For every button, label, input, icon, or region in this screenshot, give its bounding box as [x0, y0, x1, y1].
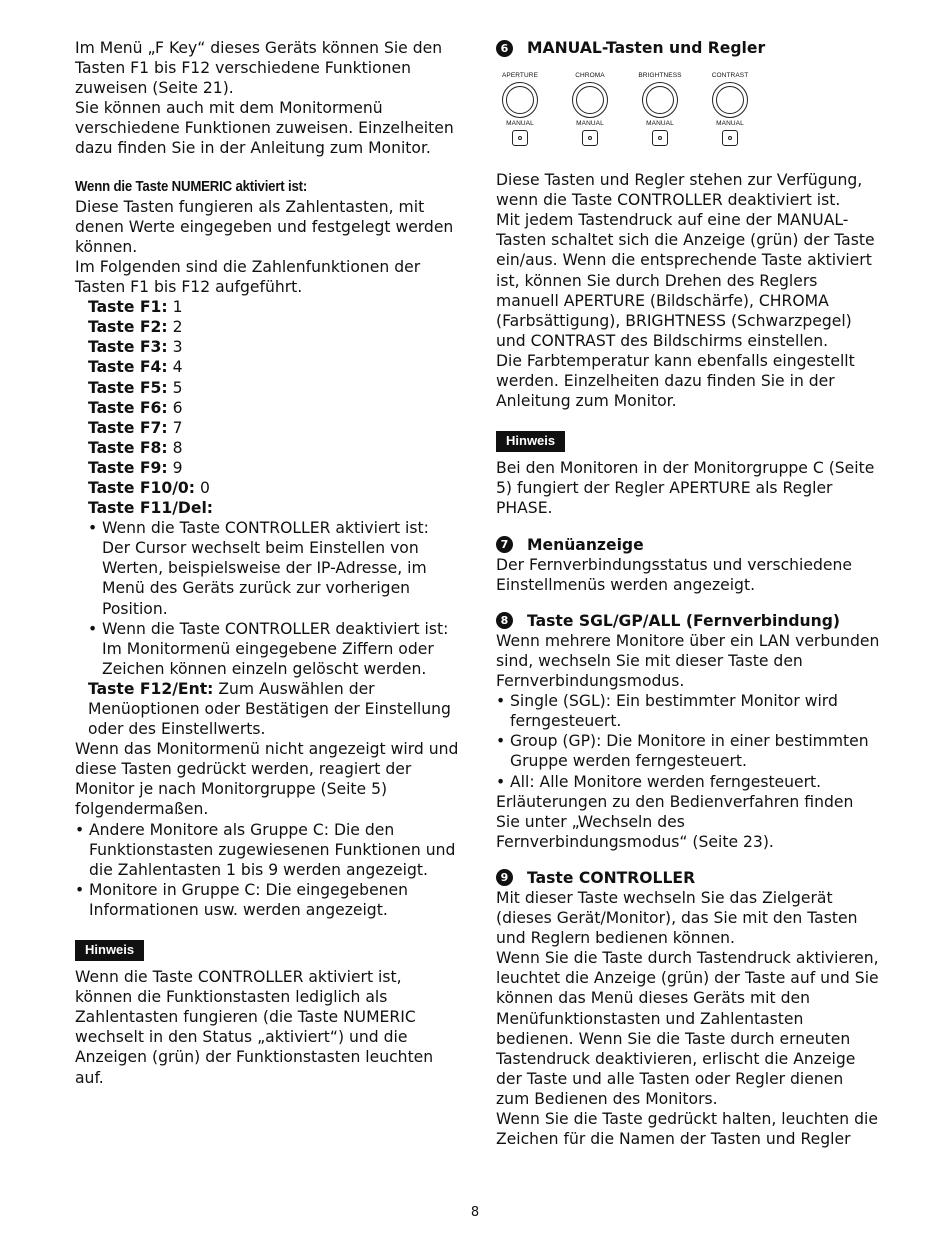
section-8-bullet-list [496, 691, 881, 791]
knob-icon [502, 82, 538, 118]
section-title: Taste SGL/GP/ALL (Fernverbindung) [527, 611, 841, 630]
section-title: MANUAL-Tasten und Regler [527, 39, 766, 57]
button-icon [582, 130, 598, 146]
f11-bullet-list [88, 518, 460, 679]
numeric-paragraph: Im Folgenden sind die Zahlenfunktionen der Tasten F1 bis F12 aufgeführt. [75, 257, 421, 297]
section-7-heading [496, 535, 881, 555]
manual-controls-illustration [496, 72, 881, 154]
numeric-heading: Wenn die Taste NUMERIC aktiviert ist: [75, 177, 308, 195]
section-title: Taste CONTROLLER [527, 868, 696, 887]
section-8-paragraph: Wenn mehrere Monitore über ein LAN verbunden sind, wechseln Sie mit dieser Taste den Fernverbindungsmodus. [496, 631, 880, 691]
knob-icon [712, 82, 748, 118]
aperture-control [490, 72, 550, 146]
chroma-control [560, 72, 620, 146]
button-label: MANUAL [506, 120, 534, 128]
key-item: Taste F4: 4 [88, 358, 183, 377]
knob-icon [642, 82, 678, 118]
key-item: Taste F1: 1 [88, 298, 183, 317]
key-item: Taste F3: 3 [88, 338, 183, 357]
section-number-badge: 9 [496, 869, 513, 886]
note-label: Hinweis [496, 431, 565, 452]
knob-label: CONTRAST [711, 72, 749, 80]
key-list [88, 297, 460, 739]
brightness-control [630, 72, 690, 146]
intro-paragraph: Sie können auch mit dem Monitormenü verschiedene Funktionen zuweisen. Einzelheiten dazu finden Sie in der Anleitung zum Monitor. [75, 99, 454, 158]
section-title: Menüanzeige [527, 535, 644, 554]
section-8-paragraph: Erläuterungen zu den Bedienverfahren finden Sie unter „Wechseln des Fernverbindungsmodus“ (Seite 23). [496, 792, 854, 851]
key-item: Taste F12/Ent: Zum Auswählen der Menüoptionen oder Bestätigen der Einstellung oder des Einstellwerts. [88, 679, 451, 739]
section-6-paragraph: Diese Tasten und Regler stehen zur Verfügung, wenn die Taste CONTROLLER deaktiviert ist. [496, 171, 863, 210]
section-9-heading [496, 868, 881, 888]
list-item: • Wenn die Taste CONTROLLER aktiviert ist: Der Cursor wechselt beim Einstellen von Werten, beispielsweise der IP-Adresse, im Menü des Geräts zurück zur vorherigen Position. [88, 518, 460, 618]
key-item: Taste F10/0: 0 [88, 478, 210, 497]
section-6-paragraph: Die Farbtemperatur kann ebenfalls eingestellt werden. Einzelheiten dazu finden Sie in der Anleitung zum Monitor. [496, 351, 855, 411]
numeric-paragraph: Diese Tasten fungieren als Zahlentasten, mit denen Werte eingegeben und festgelegt werden können. [75, 197, 454, 256]
button-icon [652, 130, 668, 146]
knob-label: CHROMA [575, 72, 605, 80]
section-number-badge: 8 [496, 612, 513, 629]
page-number: 8 [470, 1205, 480, 1220]
intro-paragraph: Im Menü „F Key“ dieses Geräts können Sie den Tasten F1 bis F12 verschiedene Funktionen zuweisen (Seite 21). [75, 39, 443, 98]
knob-label: BRIGHTNESS [638, 72, 682, 80]
key-item: Taste F6: 6 [88, 398, 183, 417]
button-icon [512, 130, 528, 146]
section-6-paragraph: Mit jedem Tastendruck auf eine der MANUAL-Tasten schaltet sich die Anzeige (grün) der Taste ein/aus. Wenn die entsprechende Taste aktiviert ist, können Sie durch Drehen des Reglers manuell APERTURE (Bildschärfe), CHROMA (Farbsättigung), BRIGHTNESS (Schwarzpegel) und CONTRAST des Bildschirms einstellen. [496, 211, 875, 350]
list-item: • Group (GP): Die Monitore in einer bestimmten Gruppe werden ferngesteuert. [496, 731, 881, 771]
button-icon [722, 130, 738, 146]
section-9-paragraph: Wenn Sie die Taste gedrückt halten, leuchten die Zeichen für die Namen der Tasten und Regler [496, 1110, 878, 1149]
key-item: Taste F8: 8 [88, 438, 183, 457]
note-label: Hinweis [75, 940, 144, 961]
section-7-paragraph: Der Fernverbindungsstatus und verschiedene Einstellmenüs werden angezeigt. [496, 555, 852, 594]
key-item: Taste F2: 2 [88, 318, 183, 337]
list-item: • All: Alle Monitore werden ferngesteuert. [496, 772, 881, 792]
list-item: • Monitore in Gruppe C: Die eingegebenen Informationen usw. werden angezeigt. [75, 880, 460, 920]
right-column [496, 38, 881, 1149]
monitor-bullet-list [75, 820, 460, 920]
list-item: • Wenn die Taste CONTROLLER deaktiviert ist: Im Monitormenü eingegebene Ziffern oder Zeichen können einzeln gelöscht werden. [88, 619, 460, 679]
key-item: Taste F11/Del: [88, 499, 214, 518]
key-item: Taste F9: 9 [88, 458, 183, 477]
note-text: Wenn die Taste CONTROLLER aktiviert ist, können die Funktionstasten lediglich als Zahlentasten fungieren (die Taste NUMERIC wechselt in den Status „aktiviert“) und die Anzeigen (grün) der Funktionstasten leuchten auf. [75, 968, 434, 1087]
list-item: • Single (SGL): Ein bestimmter Monitor wird ferngesteuert. [496, 691, 881, 731]
contrast-control [700, 72, 760, 146]
section-number-badge: 7 [496, 536, 513, 553]
button-label: MANUAL [576, 120, 604, 128]
button-label: MANUAL [646, 120, 674, 128]
key-item: Taste F7: 7 [88, 418, 183, 437]
section-9-paragraph: Mit dieser Taste wechseln Sie das Zielgerät (dieses Gerät/Monitor), das Sie mit den Tasten und Reglern bedienen können. [496, 889, 858, 948]
knob-icon [572, 82, 608, 118]
button-label: MANUAL [716, 120, 744, 128]
monitor-paragraph: Wenn das Monitormenü nicht angezeigt wird und diese Tasten gedrückt werden, reagiert der Monitor je nach Monitorgruppe (Seite 5) folgendermaßen. [75, 740, 459, 819]
section-9-paragraph: Wenn Sie die Taste durch Tastendruck aktivieren, leuchtet die Anzeige (grün) der Taste auf und Sie können das Menü dieses Geräts mit den Menüfunktionstasten und Zahlentasten bedienen. Wenn Sie die Taste durch erneuten Tastendruck deaktivieren, erlischt die Anzeige der Taste und alle Tasten oder Regler dienen zum Bedienen des Monitors. [496, 949, 879, 1108]
section-8-heading [496, 611, 881, 631]
section-number-badge: 6 [496, 40, 513, 57]
knob-label: APERTURE [501, 72, 539, 80]
key-item: Taste F5: 5 [88, 378, 183, 397]
left-column [75, 38, 460, 1088]
section-6-heading [496, 38, 881, 58]
list-item: • Andere Monitore als Gruppe C: Die den Funktionstasten zugewiesenen Funktionen und die Zahlentasten 1 bis 9 werden angezeigt. [75, 820, 460, 880]
note-text: Bei den Monitoren in der Monitorgruppe C (Seite 5) fungiert der Regler APERTURE als Regler PHASE. [496, 459, 875, 518]
